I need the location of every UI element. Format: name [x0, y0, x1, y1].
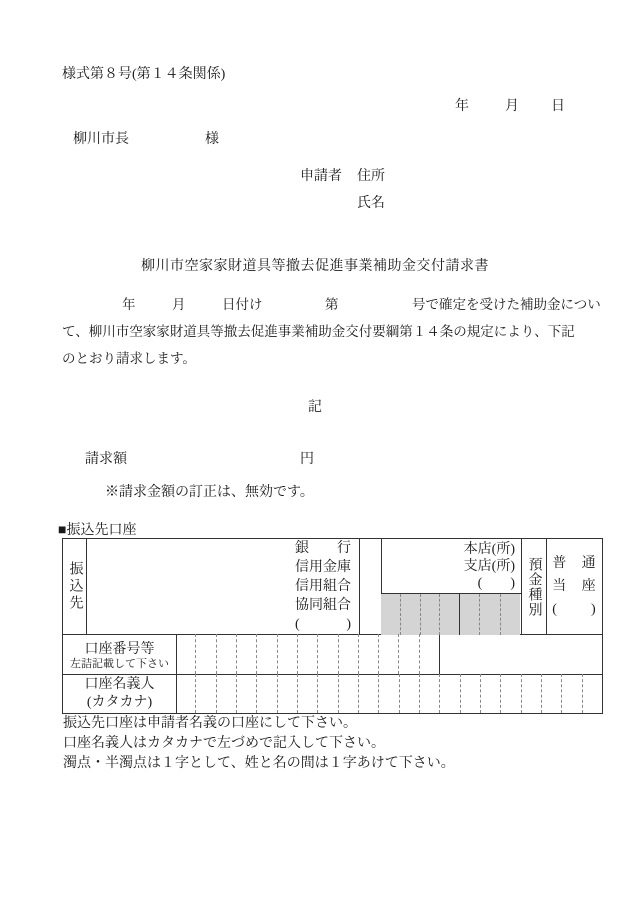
branch-code-boxes: [459, 594, 520, 635]
body-year: 年: [122, 297, 136, 312]
entry-box: [398, 634, 418, 674]
entry-box: [500, 674, 520, 713]
body-date-suffix: 日付け: [222, 297, 263, 312]
day-label: 日: [551, 99, 565, 114]
body-line-3: のとおり請求します。: [62, 351, 196, 366]
entry-box: [176, 674, 195, 713]
note-item-1: 振込先口座は申請者名義の口座にして下さい。: [63, 716, 357, 731]
deposit-type-options-cell: [546, 539, 602, 634]
institution-col-divider: [359, 539, 360, 634]
entry-box: [561, 674, 581, 713]
note-item-3: 濁点・半濁点は１字として、姓と名の間は１字あけて下さい。: [63, 756, 455, 771]
institution-type-shinkumi: 信用組合: [295, 579, 351, 594]
institution-cell: [86, 539, 359, 634]
entry-box: [297, 634, 317, 674]
year-label: 年: [455, 99, 469, 114]
institution-type-shinkin: 信用金庫: [295, 560, 351, 575]
entry-box: [582, 674, 602, 713]
entry-box: [378, 634, 398, 674]
entry-box: [439, 594, 459, 635]
institution-type-kyodo: 協同組合: [295, 598, 351, 613]
account-number-blank-cell: [439, 634, 602, 674]
form-number: 様式第８号(第１４条関係): [62, 67, 226, 82]
bank-branch-code-strip: [381, 593, 521, 635]
bank-table-heading: ■振込先口座: [58, 523, 137, 538]
entry-box: [399, 674, 419, 713]
entry-box: [176, 634, 195, 674]
payee-label-cell: 振込先: [67, 561, 83, 612]
entry-box: [236, 674, 256, 713]
account-holder-label: 口座名義人: [84, 676, 155, 692]
entry-box: [460, 594, 479, 635]
entry-box: [195, 674, 215, 713]
entry-box: [216, 674, 236, 713]
claim-unit: 円: [300, 452, 314, 467]
entry-box: [338, 634, 358, 674]
entry-box: [358, 634, 378, 674]
entry-box: [381, 594, 400, 635]
branch-other: ( ): [477, 576, 515, 591]
note-item-2: 口座名義人はカタカナで左づめで記入して下さい。: [63, 736, 385, 751]
entry-box: [541, 674, 561, 713]
notes-list: [63, 714, 455, 774]
deposit-type-other: ( ): [552, 602, 596, 617]
branch-head-office: 本店(所): [463, 542, 515, 557]
bank-code-boxes: [381, 594, 459, 635]
correction-note: ※請求金額の訂正は、無効です。: [105, 485, 314, 500]
entry-box: [439, 674, 459, 713]
entry-box: [216, 634, 236, 674]
entry-box: [317, 674, 337, 713]
entry-box: [195, 634, 215, 674]
body-line-2: て、柳川市空家家財道具等撤去促進事業補助金交付要綱第１４条の規定により、下記: [62, 324, 575, 339]
entry-box: [419, 634, 439, 674]
addressee-honorific: 様: [205, 132, 219, 147]
name-label: 氏名: [357, 196, 385, 211]
entry-box: [500, 594, 520, 635]
ki-heading: 記: [308, 400, 322, 415]
entry-box: [419, 674, 439, 713]
account-number-boxes: [176, 634, 439, 674]
month-label: 月: [505, 99, 519, 114]
account-number-label: 口座番号等: [84, 641, 155, 657]
entry-box: [256, 674, 276, 713]
entry-box: [521, 674, 541, 713]
entry-box: [317, 634, 337, 674]
entry-box: [297, 674, 317, 713]
account-holder-label-cell: [63, 674, 176, 713]
entry-box: [480, 674, 500, 713]
claim-label: 請求額: [85, 452, 127, 467]
account-number-label-cell: [63, 634, 176, 674]
address-label: 住所: [357, 169, 385, 184]
institution-type-bank: 銀行: [295, 541, 351, 556]
deposit-type-toza: 当座: [552, 579, 596, 594]
body-number-prefix: 第: [325, 297, 339, 312]
body-month: 月: [172, 297, 186, 312]
entry-box: [460, 674, 480, 713]
account-holder-sublabel: (カタカナ): [86, 694, 153, 710]
entry-box: [236, 634, 256, 674]
document-title: 柳川市空家家財道具等撤去促進事業補助金交付請求書: [141, 259, 489, 274]
branch-cell: [381, 539, 521, 593]
bank-account-table: [62, 538, 603, 714]
entry-box: [256, 634, 276, 674]
deposit-type-label-cell: 預金種別: [526, 556, 542, 617]
entry-box: [400, 594, 420, 635]
addressee-name: 柳川市長: [73, 132, 129, 147]
entry-box: [338, 674, 358, 713]
institution-type-other: ( ): [295, 617, 351, 632]
entry-box: [378, 674, 398, 713]
account-holder-boxes: [176, 674, 602, 713]
entry-box: [420, 594, 440, 635]
entry-box: [277, 634, 297, 674]
entry-box: [479, 594, 499, 635]
entry-box: [277, 674, 297, 713]
applicant-label: 申請者: [300, 169, 342, 184]
body-line1-rest: 号で確定を受けた補助金につい: [412, 297, 601, 312]
branch-branch-office: 支店(所): [463, 559, 515, 574]
deposit-type-futsu: 普通: [552, 556, 596, 571]
account-number-sublabel: 左詰記載して下さい: [70, 657, 169, 670]
entry-box: [358, 674, 378, 713]
